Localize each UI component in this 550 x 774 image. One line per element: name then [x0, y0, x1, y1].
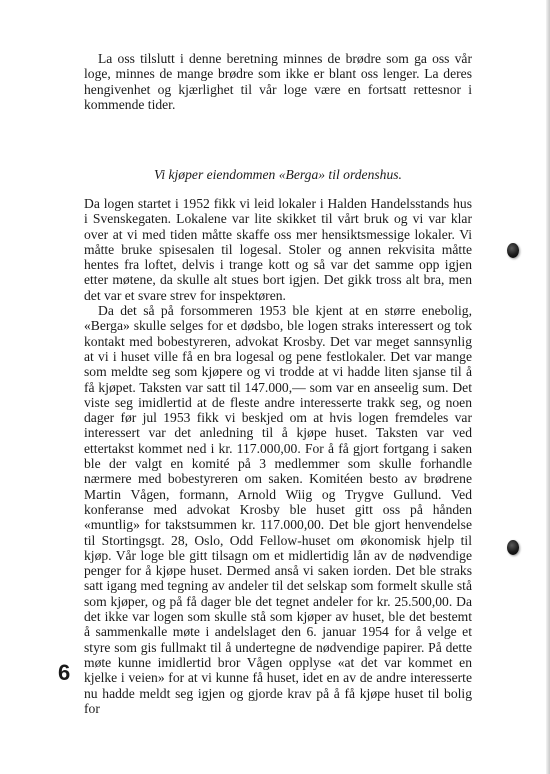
body-paragraph-1: Da logen startet i 1952 fikk vi leid lokaler i Halden Handelsstands hus i Svenskegaten. Lokalene var lite skikket til vårt bruk og vi var klar over at vi med tiden måtte skaffe oss mer hensiktsmessige lokaler. Vi måtte bruke spisesalen til logesal. Stoler og annen rekvisita måtte hentes fra loftet, delvis i trange kott og så var det samme opp igjen etter møtene, da skulle alt stues bort igjen. Det gikk tross alt bra, men det var et svare strev for inspektøren. [84, 196, 472, 303]
section-heading: Vi kjøper eiendommen «Berga» til ordenshus. [154, 167, 402, 182]
intro-paragraph: La oss tilslutt i denne beretning minnes de brødre som ga oss vår loge, minnes de mange brødre som ikke er blant oss lenger. La deres hengivenhet og kjærlighet til vår loge være en fortsatt rettesnor i kommende tider. [84, 51, 472, 112]
page-number: 6 [58, 660, 71, 685]
binder-hole-top [507, 243, 519, 258]
intro-paragraph-block [84, 51, 472, 112]
page-edge-shadow [546, 0, 550, 774]
binder-hole-bottom [507, 540, 519, 555]
body-text-block [84, 196, 472, 716]
body-paragraph-2: Da det så på forsommeren 1953 ble kjent at en større enebolig, «Berga» skulle selges for et dødsbo, ble logen straks interessert og tok kontakt med bobestyreren, advokat Krosby. Det var meget sannsynlig at vi i huset ville få en bra logesal og pene festlokaler. Det var mange som meldte seg som kjøpere og vi trodde at vi hadde liten sjanse til å få kjøpet. Taksten var satt til 147.000,— som var en anseelig sum. Det viste seg imidlertid at de fleste andre interesserte trakk seg, og noen dager før jul 1953 fikk vi beskjed om at hvis logen fremdeles var interessert var det anledning til å kjøpe huset. Taksten var ved ettertakst kommet ned i kr. 117.000,00. For å få gjort fortgang i saken ble der valgt en komité på 3 medlemmer som skulle forhandle nærmere med bobestyreren om saken. Komitéen besto av brødrene Martin Vågen, formann, Arnold Wiig og Trygve Gullund. Ved konferanse med advokat Krosby ble huset gitt oss på hånden «muntlig» for takstsummen kr. 117.000,00. Det ble gjort henvendelse til Stortingsgt. 28, Oslo, Odd Fellow-huset om økonomisk hjelp til kjøp. Vår loge ble gitt tilsagn om et midlertidig lån av de nødvendige penger for å kjøpe huset. Dermed anså vi saken iorden. Det ble straks satt igang med tegning av andeler til det selskap som formelt skulle stå som kjøper, og på få dager ble det tegnet andeler for kr. 25.500,00. Da det ikke var logen som skulle stå som kjøper av huset, ble det bestemt å sammenkalle møte i andelslaget den 6. januar 1954 for å velge et styre som gis fullmakt til å undertegne de nødvendige papirer. På dette møte kunne imidlertid bror Vågen opplyse «at det var kommet en kjelke i veien» for at vi kunne få huset, idet en av de andre interesserte nu hadde meldt seg igjen og gjorde krav på å få kjøpe huset til bolig for [84, 303, 472, 716]
